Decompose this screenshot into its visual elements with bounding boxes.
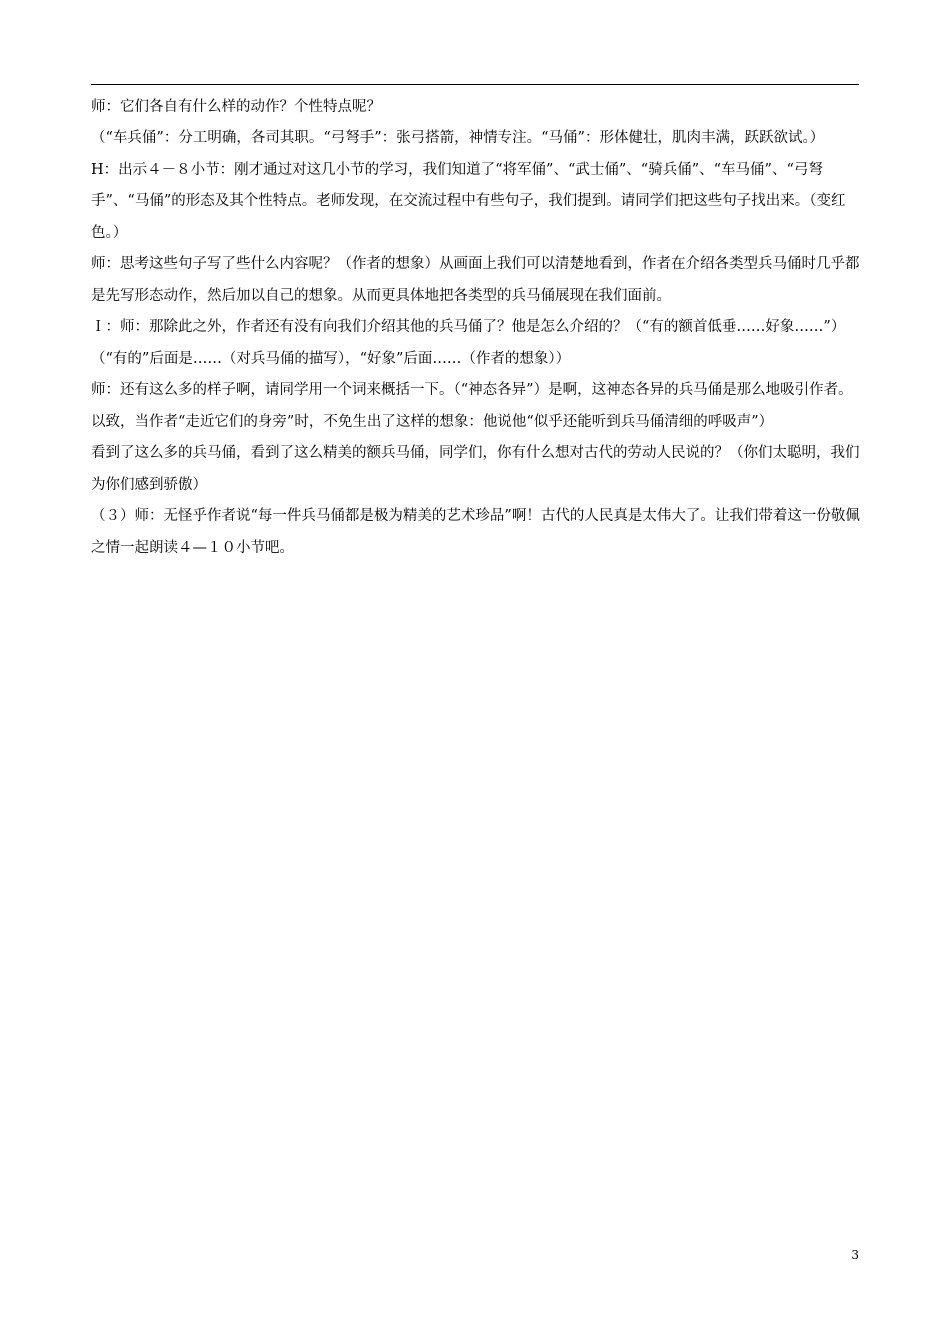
- paragraph: （“有的”后面是……（对兵马俑的描写），“好象”后面……（作者的想象））: [91, 350, 571, 367]
- document-body: [91, 95, 863, 564]
- page-number: 3: [851, 1248, 859, 1262]
- paragraph: H：出示４－８小节：刚才通过对这几小节的学习，我们知道了“将军俑”、“武士俑”、“骑兵俑”、“车马俑”、“弓弩手”、“马俑”的形态及其个性特点。老师发现，在交流过程中有些句子，我们提到。请同学们把这些句子找出来。（变红色。）: [91, 161, 846, 241]
- paragraph: （３）师：无怪乎作者说“每一件兵马俑都是极为精美的艺术珍品”啊！古代的人民真是太伟大了。让我们带着这一份敬佩之情一起朗读４—１０小节吧。: [91, 508, 860, 556]
- paragraph: 师：还有这么多的样子啊，请同学用一个词来概括一下。（“神态各异”）是啊，这神态各异的兵马俑是那么地吸引作者。以致，当作者“走近它们的身旁”时，不免生出了这样的想象：他说他“似乎还能听到兵马俑清细的呼吸声”）: [91, 382, 853, 430]
- paragraph: Ｉ：师：那除此之外，作者还有没有向我们介绍其他的兵马俑了？他是怎么介绍的？（“有的额首低垂……好象……”）: [91, 319, 846, 335]
- paragraph: 师：思考这些句子写了些什么内容呢？（作者的想象）从画面上我们可以清楚地看到，作者在介绍各类型兵马俑时几乎都是先写形态动作，然后加以自己的想象。从而更具体地把各类型的兵马俑展现在我们面前。: [91, 256, 860, 304]
- paragraph: （“车兵俑”：分工明确，各司其职。“弓弩手”：张弓搭箭，神情专注。“马俑”：形体健壮，肌肉丰满，跃跃欲试。）: [91, 130, 825, 146]
- paragraph: 看到了这么多的兵马俑，看到了这么精美的额兵马俑，同学们，你有什么想对古代的劳动人民说的？（你们太聪明，我们为你们感到骄傲）: [91, 445, 860, 493]
- header-rule: [91, 84, 859, 85]
- paragraph: 师：它们各自有什么样的动作？个性特点呢？: [91, 99, 381, 115]
